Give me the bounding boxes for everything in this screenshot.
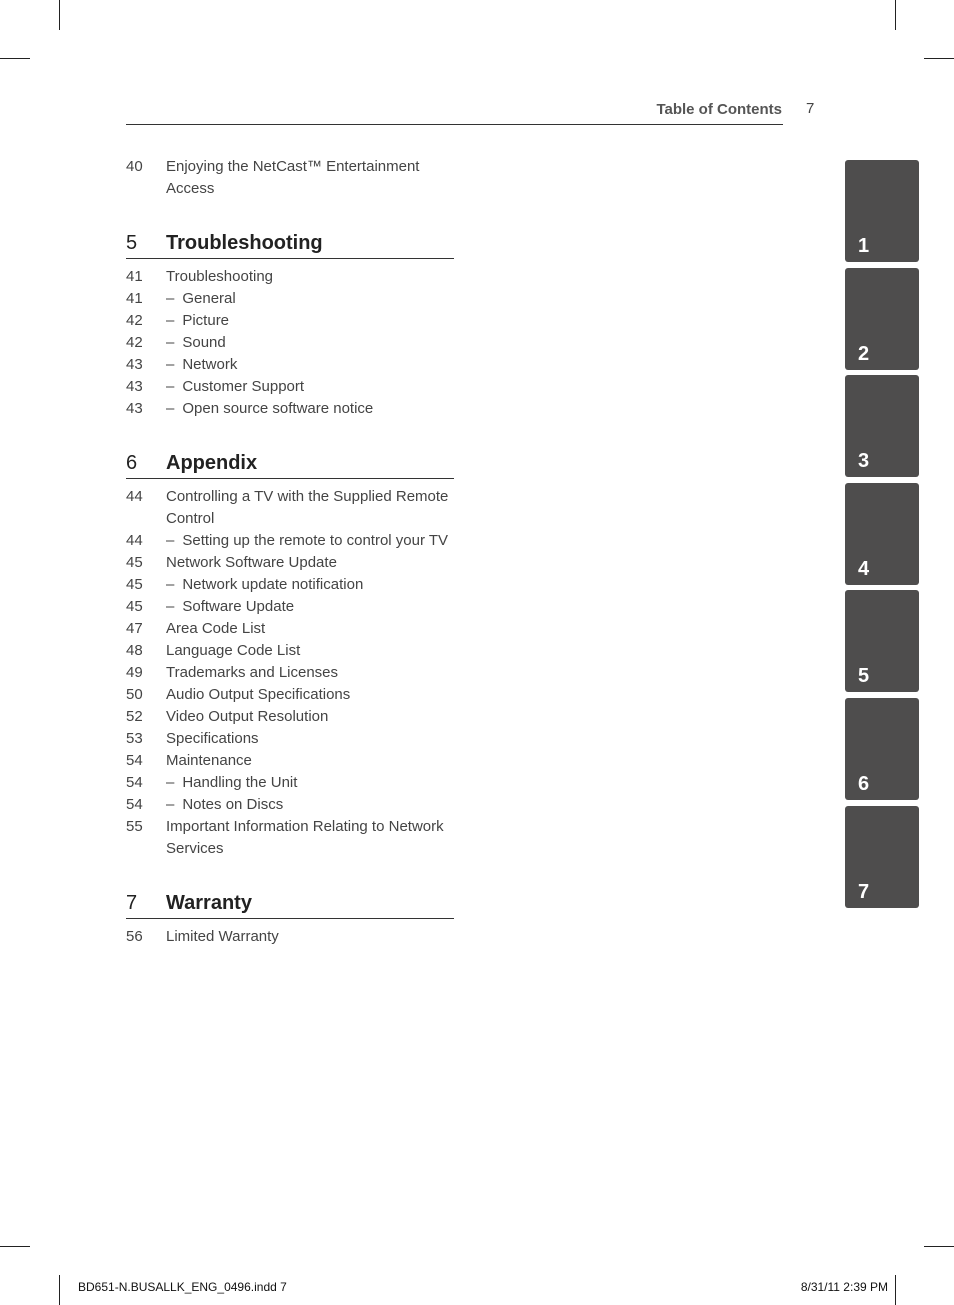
toc-entry-text: Enjoying the NetCast™ Entertainment Access	[166, 158, 420, 197]
section-title: Troubleshooting	[166, 232, 323, 254]
toc-page-number: 42	[126, 312, 143, 329]
toc-page-number: 48	[126, 642, 143, 659]
toc-entry[interactable]	[126, 662, 456, 684]
toc-page-number: 50	[126, 686, 143, 703]
toc-page-number: 40	[126, 158, 143, 175]
chapter-tabs	[845, 160, 919, 913]
toc-page-number: 47	[126, 620, 143, 637]
toc-page-number: 45	[126, 598, 143, 615]
chapter-tab-7[interactable]	[845, 806, 919, 908]
toc-entry-text: – Network update notification	[166, 574, 456, 596]
chapter-tab-5[interactable]	[845, 590, 919, 692]
toc-entry-text: – Open source software notice	[166, 398, 456, 420]
toc-entry-text: – Notes on Discs	[166, 794, 456, 816]
toc-entry[interactable]	[126, 552, 456, 574]
toc-entry-text: Maintenance	[166, 752, 252, 769]
chapter-tab-label: 3	[858, 450, 870, 473]
toc-subentry[interactable]	[126, 772, 456, 794]
toc-section	[126, 452, 456, 860]
toc-page-number: 43	[126, 400, 143, 417]
toc-subentry[interactable]	[126, 794, 456, 816]
toc-page-number: 43	[126, 356, 143, 373]
page-number: 7	[806, 100, 815, 117]
toc-entry-text: Important Information Relating to Network Services	[166, 818, 444, 857]
chapter-tab-label: 2	[858, 342, 870, 365]
toc-page-number: 49	[126, 664, 143, 681]
toc-entry-text: – Handling the Unit	[166, 772, 456, 794]
header-rule	[126, 124, 783, 125]
toc-entry[interactable]	[126, 750, 456, 772]
toc-page-number: 56	[126, 928, 143, 945]
toc-page-number: 42	[126, 334, 143, 351]
toc-entry[interactable]	[126, 706, 456, 728]
chapter-tab-label: 7	[858, 880, 870, 903]
toc-subentry[interactable]	[126, 574, 456, 596]
toc-page-number: 54	[126, 796, 143, 813]
toc-entry-text: Troubleshooting	[166, 268, 274, 285]
chapter-tab-label: 5	[858, 665, 870, 688]
chapter-tab-label: 4	[858, 557, 870, 580]
toc-subentry[interactable]	[126, 288, 456, 310]
crop-mark	[924, 58, 954, 59]
toc-entry-text: Specifications	[166, 730, 259, 747]
footer-file-name: BD651-N.BUSALLK_ENG_0496.indd 7	[78, 1280, 287, 1294]
section-title: Appendix	[166, 452, 258, 474]
toc-entry[interactable]	[126, 728, 456, 750]
crop-mark	[59, 1275, 60, 1305]
toc-entry-text: Area Code List	[166, 620, 266, 637]
toc-entry-text: – Setting up the remote to control your TV	[166, 530, 456, 552]
toc-page-number: 55	[126, 818, 143, 835]
section-heading[interactable]	[126, 892, 454, 919]
toc-page-number: 41	[126, 268, 143, 285]
toc-page-number: 44	[126, 532, 143, 549]
toc-subentry[interactable]	[126, 332, 456, 354]
toc-entry[interactable]	[126, 816, 456, 860]
toc-page-number: 44	[126, 488, 143, 505]
toc-entry-text: – Picture	[166, 310, 456, 332]
toc-entry-text: Network Software Update	[166, 554, 337, 571]
toc-page-number: 41	[126, 290, 143, 307]
crop-mark	[59, 0, 60, 30]
toc-subentry[interactable]	[126, 354, 456, 376]
toc-entry-text: – Sound	[166, 332, 456, 354]
toc-entry[interactable]	[126, 618, 456, 640]
section-number: 5	[126, 232, 138, 254]
toc-entry[interactable]	[126, 684, 456, 706]
crop-mark	[0, 58, 30, 59]
toc-entry[interactable]	[126, 266, 456, 288]
chapter-tab-2[interactable]	[845, 268, 919, 370]
section-number: 7	[126, 892, 138, 914]
chapter-tab-label: 1	[858, 235, 870, 257]
toc-entry[interactable]	[126, 486, 456, 530]
chapter-tab-label: 6	[858, 772, 870, 795]
toc-entry-text: Language Code List	[166, 642, 301, 659]
toc-entry-text: – Network	[166, 354, 456, 376]
toc-entry-text: – Software Update	[166, 596, 456, 618]
crop-mark	[0, 1246, 30, 1247]
toc-subentry[interactable]	[126, 398, 456, 420]
toc-entry[interactable]	[126, 926, 456, 948]
crop-mark	[924, 1246, 954, 1247]
toc-page-number: 54	[126, 774, 143, 791]
toc-section	[126, 892, 456, 948]
toc-page-number: 53	[126, 730, 143, 747]
running-header-title: Table of Contents	[656, 101, 782, 118]
toc-entry-text: Trademarks and Licenses	[166, 664, 339, 681]
footer-timestamp: 8/31/11 2:39 PM	[800, 1280, 888, 1294]
toc-entry-text: Controlling a TV with the Supplied Remote Control	[166, 488, 449, 527]
table-of-contents	[126, 156, 456, 948]
toc-page-number: 43	[126, 378, 143, 395]
toc-entry-text: Limited Warranty	[166, 928, 279, 945]
toc-entry-text: Audio Output Specifications	[166, 686, 351, 703]
chapter-tab-6[interactable]	[845, 698, 919, 800]
toc-entry[interactable]	[126, 156, 456, 200]
section-heading[interactable]	[126, 452, 454, 479]
toc-subentry[interactable]	[126, 596, 456, 618]
section-heading[interactable]	[126, 232, 454, 259]
toc-page-number: 45	[126, 576, 143, 593]
toc-entry-text: – Customer Support	[166, 376, 456, 398]
section-title: Warranty	[166, 892, 252, 914]
section-number: 6	[126, 452, 138, 474]
toc-entry[interactable]	[126, 640, 456, 662]
toc-subentry[interactable]	[126, 530, 456, 552]
toc-section	[126, 232, 456, 420]
toc-subentry[interactable]	[126, 376, 456, 398]
crop-mark	[895, 0, 896, 30]
toc-entry-text: – General	[166, 288, 456, 310]
crop-mark	[895, 1275, 896, 1305]
toc-page-number: 52	[126, 708, 143, 725]
chapter-tab-1[interactable]	[845, 160, 919, 262]
toc-page-number: 54	[126, 752, 143, 769]
toc-page-number: 45	[126, 554, 143, 571]
toc-entry-text: Video Output Resolution	[166, 708, 329, 725]
chapter-tab-4[interactable]	[845, 483, 919, 585]
chapter-tab-3[interactable]	[845, 375, 919, 477]
toc-subentry[interactable]	[126, 310, 456, 332]
